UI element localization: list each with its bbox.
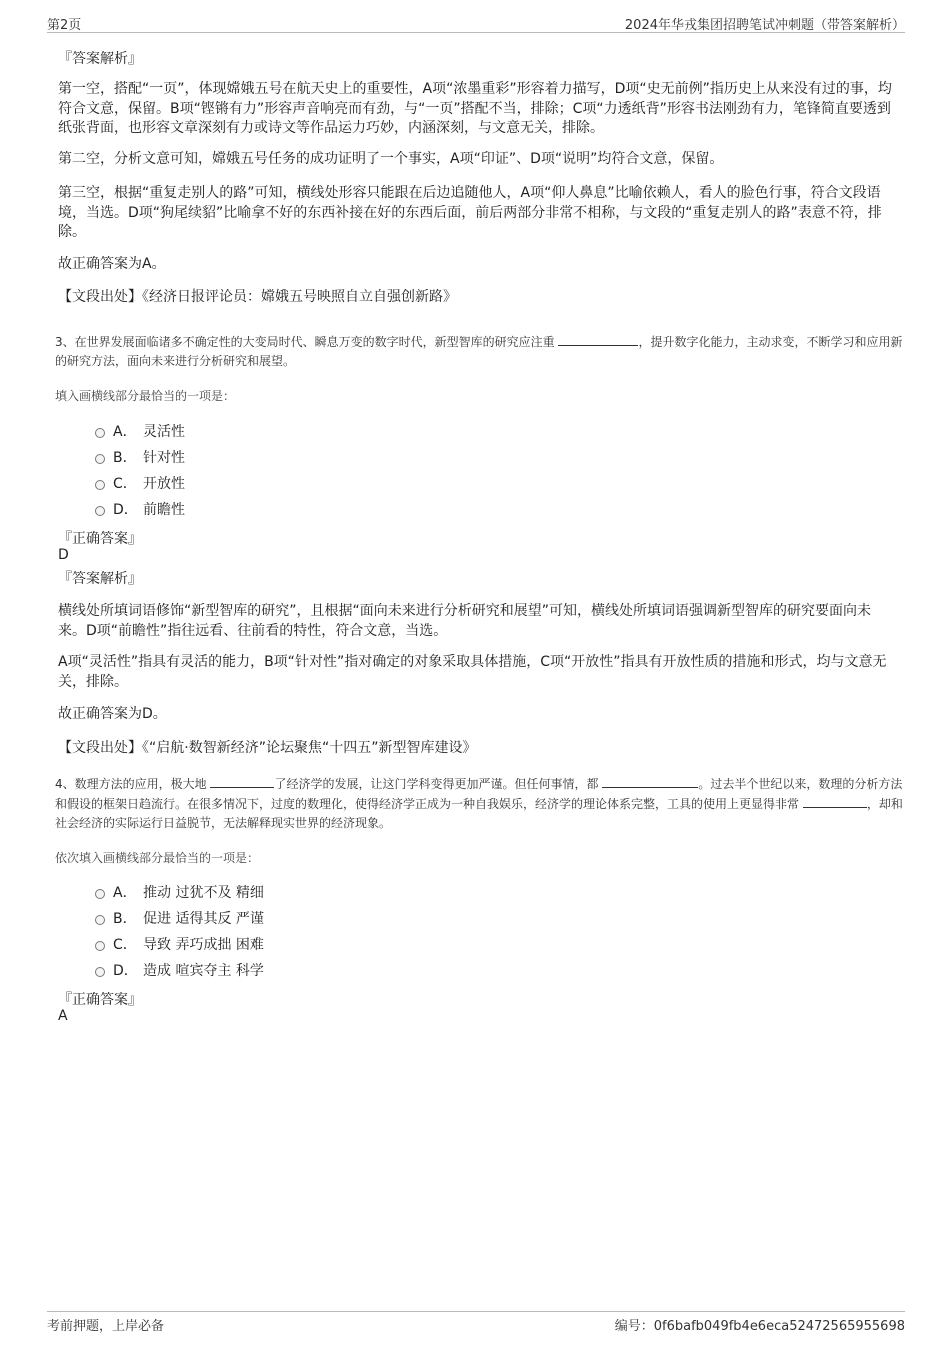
q3-source: 【文段出处】《“启航·数智新经济”论坛聚焦“十四五”新型智库建设》 (58, 740, 477, 756)
q3-analysis-p2: A项“灵活性”指具有灵活的能力，B项“针对性”指对确定的对象采取具体措施，C项“开放性”指具有开放性质的措施和形式，均与文意无关，排除。 (58, 654, 887, 690)
q3-option-b[interactable]: B． 针对性 (95, 447, 185, 467)
document-id: 编号：0f6bafb049fb4e6eca52472565955698 (614, 1319, 905, 1334)
q3-option-d[interactable]: D． 前瞻性 (95, 499, 185, 519)
radio-button[interactable] (95, 454, 105, 464)
q2-source: 【文段出处】《经济日报评论员：嫦娥五号映照自立自强创新路》 (58, 289, 457, 305)
footer-divider (47, 1311, 905, 1312)
document-title: 2024年华戎集团招聘笔试冲刺题（带答案解析） (624, 18, 905, 33)
radio-button[interactable] (95, 889, 105, 899)
q3-option-c[interactable]: C． 开放性 (95, 473, 185, 493)
q3-option-a[interactable]: A． 灵活性 (95, 421, 185, 441)
radio-button[interactable] (95, 941, 105, 951)
q3-blank (558, 332, 638, 346)
q4-blank-2 (602, 774, 698, 788)
footer-slogan: 考前押题，上岸必备 (47, 1319, 165, 1334)
q3-conclusion: 故正确答案为D。 (58, 706, 167, 722)
q2-analysis-p2: 第二空，分析文意可知，嫦娥五号任务的成功证明了一个事实，A项“印证”、D项“说明”均符合文意，保留。 (58, 151, 724, 167)
q4-blank-1 (210, 774, 274, 788)
q2-conclusion: 故正确答案为A。 (58, 256, 166, 272)
header-divider (47, 32, 905, 33)
q3-analysis-heading: 『答案解析』 (58, 571, 142, 587)
radio-button[interactable] (95, 967, 105, 977)
radio-button[interactable] (95, 915, 105, 925)
q3-analysis-p1: 横线处所填词语修饰“新型智库的研究”，且根据“面向未来进行分析研究和展望”可知，横线处所填词语强调新型智库的研究要面向未来。D项“前瞻性”指往远看、往前看的特性，符合文意，当选。 (58, 603, 872, 639)
q4-question-text: 4、数理方法的应用，极大地 了经济学的发展，让这门学科变得更加严谨。但任何事情，都 。过去半个世纪以来，数理的分析方法和假设的框架日趋流行。在很多情况下，过度的数理化，使得经济学正成为一种自我娱乐，经济学的理论体系完整，工具的使用上更显得非常 ，却和社会经济的实际运行日益脱节，无法解释现实世界的经济现象。 (55, 774, 905, 833)
q4-option-c[interactable]: C． 导致 弄巧成拙 困难 (95, 934, 264, 954)
radio-button[interactable] (95, 428, 105, 438)
q4-option-a[interactable]: A． 推动 过犹不及 精细 (95, 882, 264, 902)
q3-answer-heading: 『正确答案』 (58, 531, 142, 547)
page-number: 第2页 (47, 18, 82, 33)
q4-option-d[interactable]: D． 造成 喧宾夺主 科学 (95, 960, 264, 980)
q3-question-text: 3、在世界发展面临诸多不确定性的大变局时代、瞬息万变的数字时代，新型智库的研究应注重 ，提升数字化能力，主动求变，不断学习和应用新的研究方法，面向未来进行分析研究和展望。 (55, 332, 905, 371)
q3-answer: D (58, 547, 69, 563)
q4-instruction: 依次填入画横线部分最恰当的一项是： (55, 851, 260, 865)
q3-instruction: 填入画横线部分最恰当的一项是： (55, 389, 236, 403)
radio-button[interactable] (95, 480, 105, 490)
q2-analysis-heading: 『答案解析』 (58, 51, 142, 67)
q2-analysis-p3: 第三空，根据“重复走别人的路”可知，横线处形容只能跟在后边追随他人，A项“仰人鼻息”比喻依赖人，看人的脸色行事，符合文段语境，当选。D项“狗尾续貂”比喻拿不好的东西补接在好的东西后面，前后两部分非常不相称，与文段的“重复走别人的路”表意不符，排除。 (58, 185, 882, 240)
q4-answer-heading: 『正确答案』 (58, 992, 142, 1008)
radio-button[interactable] (95, 506, 105, 516)
q4-answer: A (58, 1008, 68, 1024)
q4-option-b[interactable]: B． 促进 适得其反 严谨 (95, 908, 264, 928)
q4-blank-3 (803, 794, 867, 808)
q2-analysis-p1: 第一空，搭配“一页”，体现嫦娥五号在航天史上的重要性，A项“浓墨重彩”形容着力描写，D项“史无前例”指历史上从来没有过的事，均符合文意，保留。B项“铿锵有力”形容声音响亮而有劲，与“一页”搭配不当，排除；C项“力透纸背”形容书法刚劲有力，笔锋简直要透到纸张背面，也形容文章深刻有力或诗文等作品运力巧妙，内涵深刻，与文意无关，排除。 (58, 81, 892, 136)
